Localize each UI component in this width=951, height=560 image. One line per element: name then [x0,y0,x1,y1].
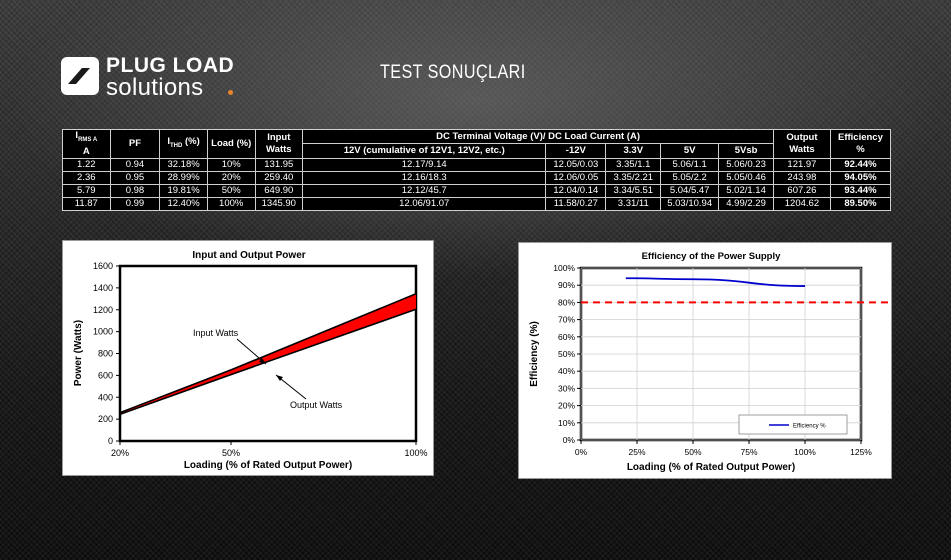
table-cell: 28.99% [160,171,208,184]
y-tick-label: 200 [97,414,113,425]
x-tick-label: 75% [740,447,758,457]
table-cell: 3.35/1.1 [606,158,661,171]
table-cell: 131.95 [255,158,303,171]
table-cell: 5.06/0.23 [719,158,774,171]
logo-text-bottom: solutions [106,74,204,101]
table-cell: 4.99/2.29 [719,197,774,210]
y-tick-label: 800 [97,348,113,359]
annotation-output-watts: Output Watts [290,400,343,410]
logo-text-top: PLUG LOAD [106,54,235,77]
y-tick-label: 70% [557,314,575,325]
table-cell: 5.06/1.1 [661,158,719,171]
y-tick-label: 1000 [92,326,113,337]
table-cell: 243.98 [773,171,830,184]
table-row [63,158,891,171]
y-tick-label: 100% [553,263,575,273]
table-cell: 5.02/1.14 [719,184,774,197]
table-cell: 5.05/2.2 [661,171,719,184]
table-cell: 5.03/10.94 [661,197,719,210]
table-cell: 5.05/0.46 [719,171,774,184]
table-row [63,171,891,184]
x-tick-label: 50% [684,447,702,457]
table-cell: 0.94 [110,158,160,171]
y-axis-label: Power (Watts) [73,319,84,387]
table-cell: 12.40% [160,197,208,210]
y-tick-label: 20% [557,400,575,411]
table-cell-efficiency: 92.44% [830,158,890,171]
y-tick-label: 30% [557,383,575,394]
plot-area [120,266,416,441]
table-cell: 1.22 [63,158,111,171]
table-cell: 2.36 [63,171,111,184]
y-tick-label: 600 [97,370,113,381]
x-axis-label: Loading (% of Rated Output Power) [626,462,796,473]
table-row [63,197,891,210]
table-cell: 12.16/18.3 [303,171,546,184]
table-cell: 259.40 [255,171,303,184]
table-cell: 1204.62 [773,197,830,210]
x-tick-label: 100% [794,447,816,457]
table-cell: 19.81% [160,184,208,197]
header-3v3: 3.3V [606,144,661,158]
table-cell: 0.99 [110,197,160,210]
table-cell-efficiency: 94.05% [830,171,890,184]
header-12v: 12V (cumulative of 12V1, 12V2, etc.) [303,144,546,158]
chart-title: Input and Output Power [192,250,306,261]
legend [739,415,847,434]
annotation-input-watts: Input Watts [193,328,239,338]
y-tick-label: 40% [557,366,575,377]
table-cell: 12.12/45.7 [303,184,546,197]
header-minus-12v: -12V [546,144,606,158]
table-cell: 5.79 [63,184,111,197]
table-cell: 649.90 [255,184,303,197]
x-axis-label: Loading (% of Rated Output Power) [183,460,353,471]
table-cell: 12.17/9.14 [303,158,546,171]
x-tick-label: 100% [404,448,428,458]
x-tick-label: 20% [110,448,130,458]
table-cell: 12.05/0.03 [546,158,606,171]
table-cell: 5.04/5.47 [661,184,719,197]
table-cell: 3.34/5.51 [606,184,661,197]
header-irms: $I_{RMS A}$ A [63,130,111,159]
table-cell: 32.18% [160,158,208,171]
table-cell: 3.31/11 [606,197,661,210]
y-tick-label: 1200 [92,304,113,315]
y-axis-label: Efficiency (%) [529,321,540,387]
x-axis-ticks [575,440,872,457]
header-output-watts: Output Watts [773,130,830,159]
table-cell: 3.35/2.21 [606,171,661,184]
header-5vsb: 5Vsb [719,144,774,158]
brand-logo [60,52,240,102]
table-cell: 11.87 [63,197,111,210]
table-cell: 20% [207,171,255,184]
efficiency-chart [519,243,893,480]
table-cell-efficiency: 93.44% [830,184,890,197]
table-cell: 50% [207,184,255,197]
y-tick-label: 80% [557,297,575,308]
table-header-row [63,130,891,144]
table-cell-efficiency: 89.50% [830,197,890,210]
x-tick-label: 125% [850,447,872,457]
y-axis-ticks [553,263,581,445]
table-cell: 10% [207,158,255,171]
table-cell: 12.06/0.05 [546,171,606,184]
power-chart [63,241,435,477]
y-axis-ticks [93,261,120,446]
power-chart-panel [62,240,434,476]
y-tick-label: 10% [557,417,575,428]
table-cell: 12.06/91.07 [303,197,546,210]
table-cell: 607.26 [773,184,830,197]
header-efficiency: Efficiency % [830,130,890,159]
plug-load-logo-icon [60,56,100,96]
y-tick-label: 0% [562,435,575,445]
header-dc-group: DC Terminal Voltage (V)/ DC Load Current (A) [303,130,774,144]
header-pf: PF [110,130,160,159]
table-cell: 100% [207,197,255,210]
y-tick-label: 90% [557,280,575,291]
table-cell: 0.98 [110,184,160,197]
page-title: TEST SONUÇLARI [380,62,526,83]
x-tick-label: 0% [574,447,588,457]
logo-dot [228,90,233,95]
y-tick-label: 0 [107,436,113,446]
test-results-table [62,129,891,211]
y-tick-label: 50% [557,349,575,359]
table-row [63,184,891,197]
efficiency-chart-panel [518,242,892,479]
x-axis-ticks [111,441,428,458]
header-load: Load (%) [207,130,255,159]
table-cell: 12.04/0.14 [546,184,606,197]
chart-title: Efficiency of the Power Supply [641,251,781,262]
table-cell: 11.58/0.27 [546,197,606,210]
header-input-watts: Input Watts [255,130,303,159]
x-tick-label: 50% [221,448,241,458]
header-5v: 5V [661,144,719,158]
y-tick-label: 1600 [92,261,113,271]
table-cell: 121.97 [773,158,830,171]
x-tick-label: 25% [628,447,646,457]
y-tick-label: 60% [557,331,575,342]
table-cell: 1345.90 [255,197,303,210]
table-cell: 0.95 [110,171,160,184]
header-ithd: $I_{THD}$ (%) [160,130,208,159]
legend-label: Efficiency % [793,423,826,430]
y-tick-label: 400 [97,392,113,403]
y-tick-label: 1400 [92,282,113,293]
